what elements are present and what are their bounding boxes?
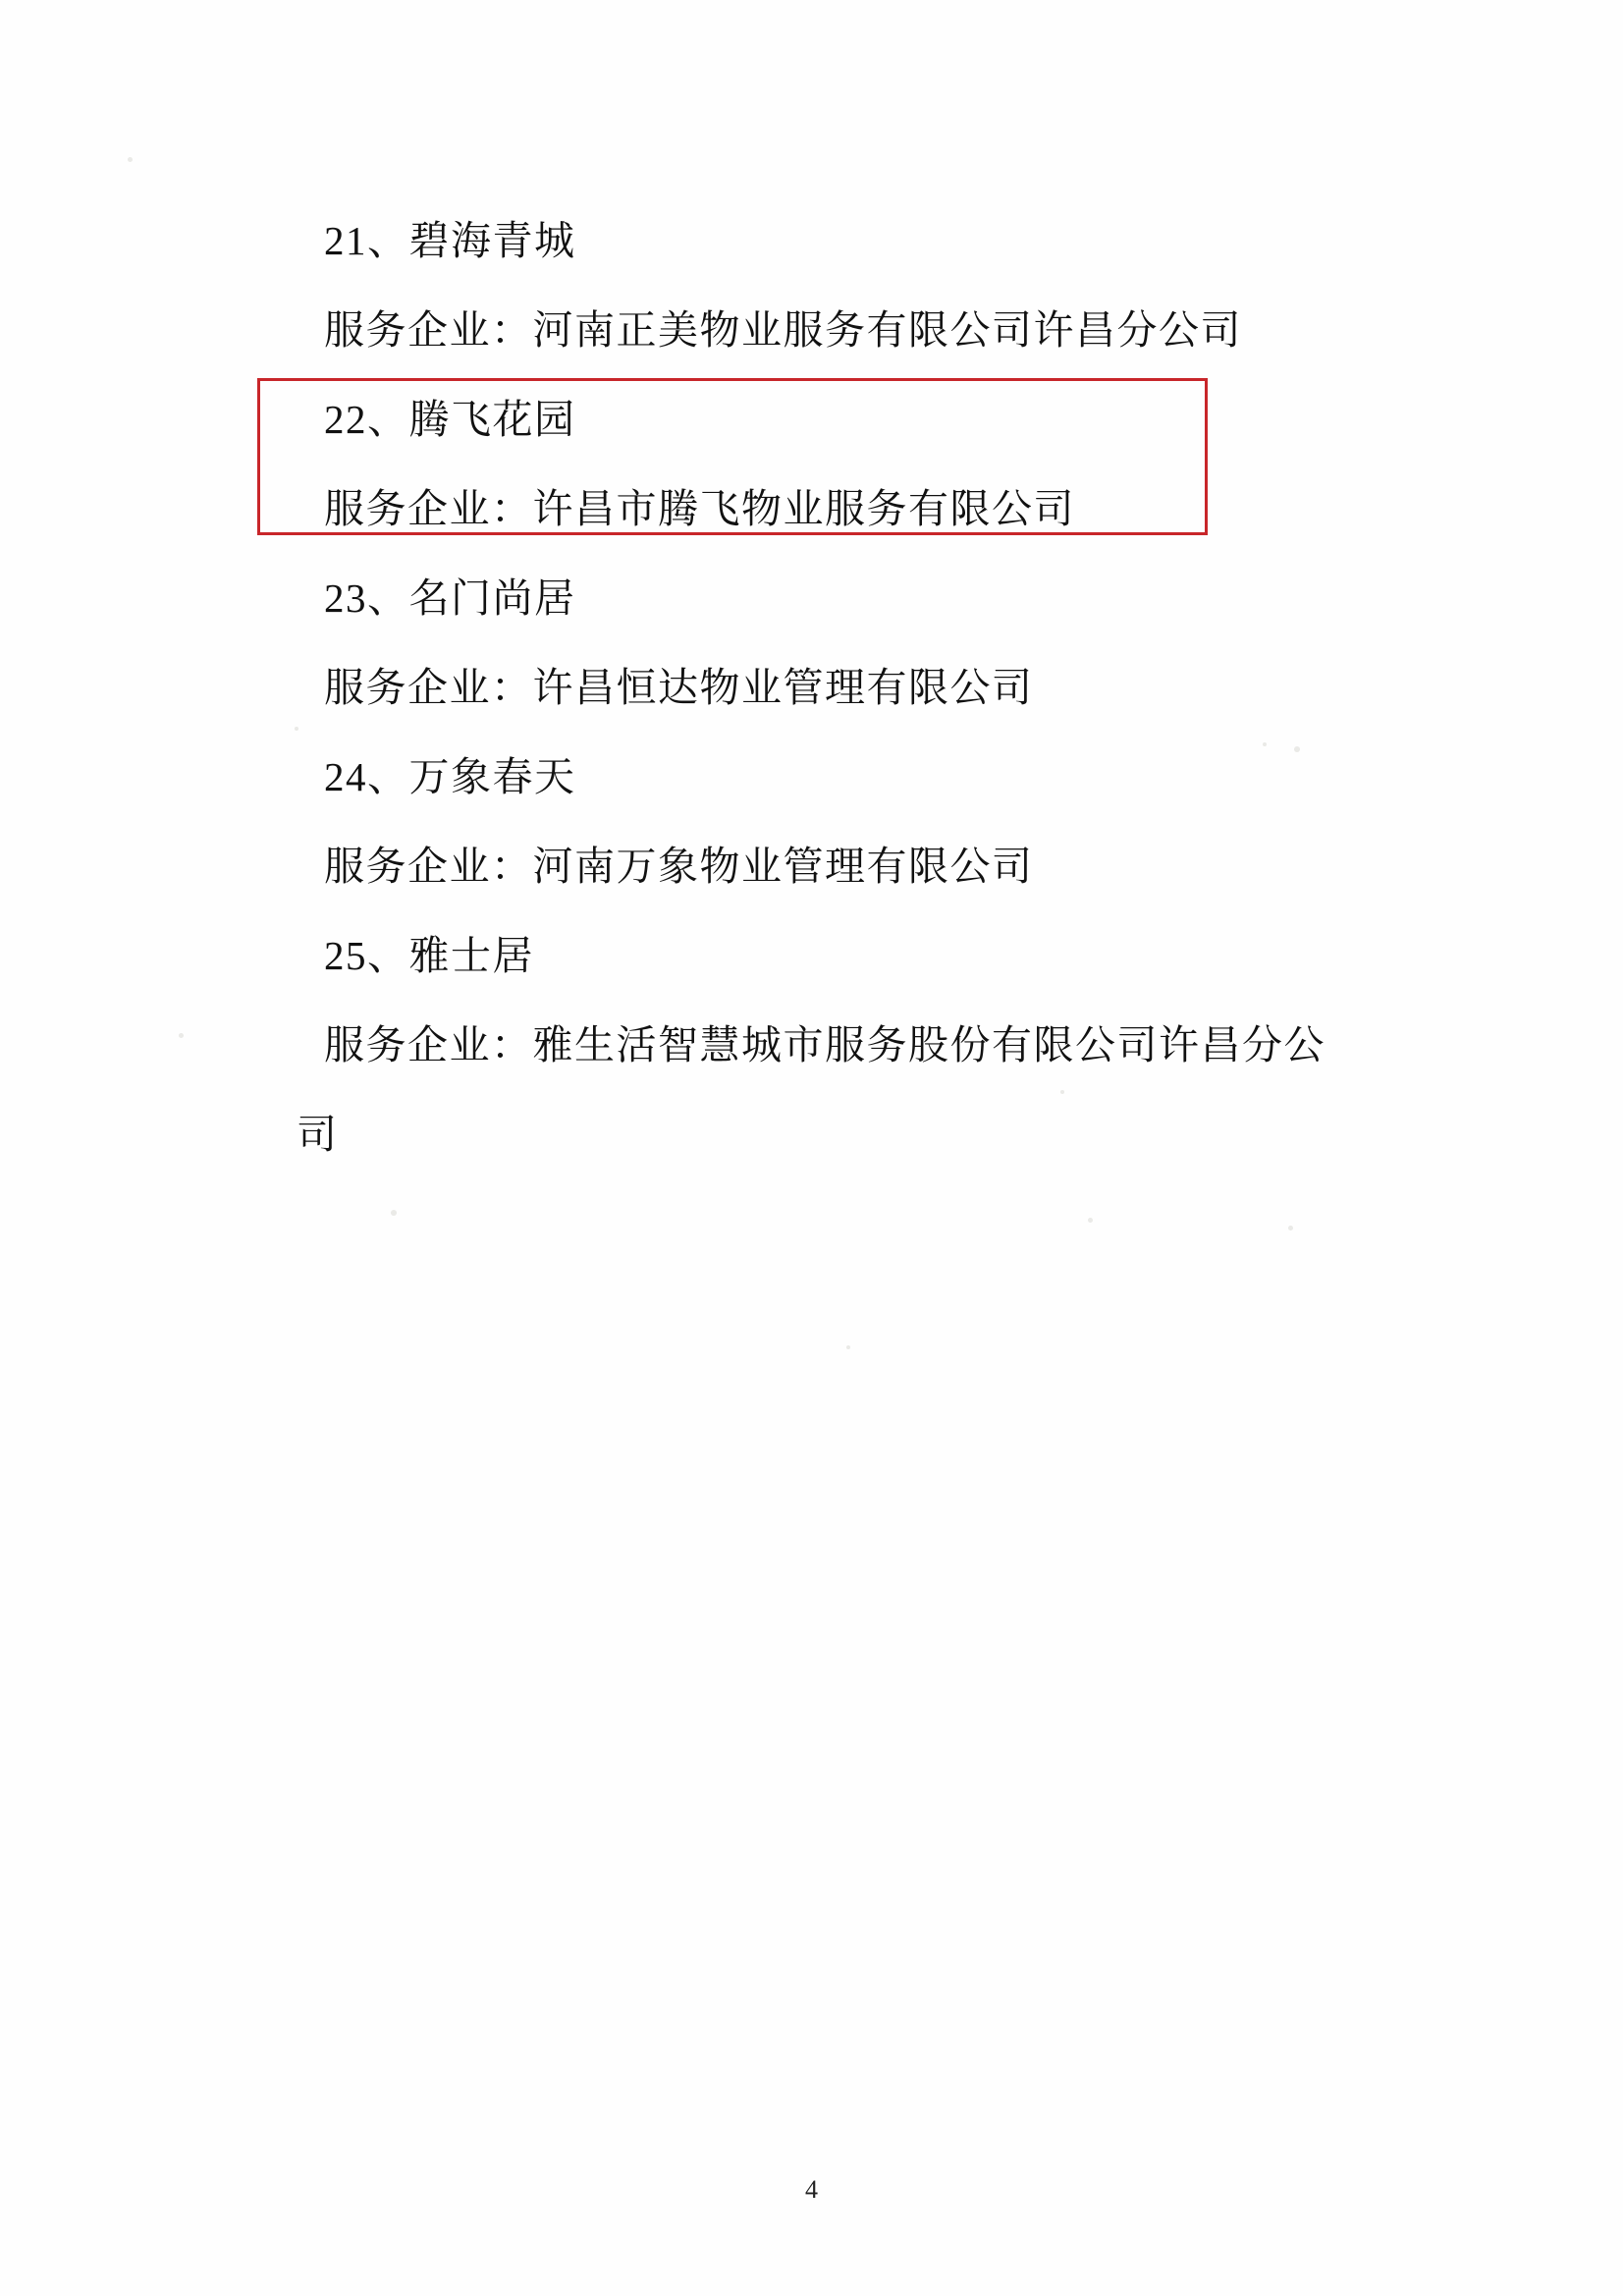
page-number: 4 (805, 2175, 818, 2204)
scan-speckle (1288, 1226, 1293, 1230)
entry-title-21: 21、碧海青城 (324, 218, 576, 263)
scan-speckle (295, 727, 298, 731)
entry-service-22: 服务企业：许昌市腾飞物业服务有限公司 (324, 486, 1075, 531)
scan-speckle (179, 1033, 184, 1038)
entry-service-24: 服务企业：河南万象物业管理有限公司 (324, 844, 1034, 889)
scan-speckle (846, 1345, 850, 1349)
entry-service-25-continued: 司 (297, 1112, 339, 1157)
entry-title-25: 25、雅士居 (324, 933, 534, 978)
entry-title-24: 24、万象春天 (324, 754, 576, 799)
entry-service-23: 服务企业：许昌恒达物业管理有限公司 (324, 665, 1034, 710)
scan-speckle (1088, 1218, 1093, 1223)
entry-title-22: 22、腾飞花园 (324, 397, 576, 442)
scan-speckle (128, 157, 133, 162)
scan-speckle (391, 1210, 397, 1216)
entry-title-23: 23、名门尚居 (324, 575, 576, 621)
entry-service-21: 服务企业：河南正美物业服务有限公司许昌分公司 (324, 307, 1242, 353)
entry-list (297, 196, 1434, 1179)
entry-service-25: 服务企业：雅生活智慧城市服务股份有限公司许昌分公 (324, 1022, 1325, 1067)
